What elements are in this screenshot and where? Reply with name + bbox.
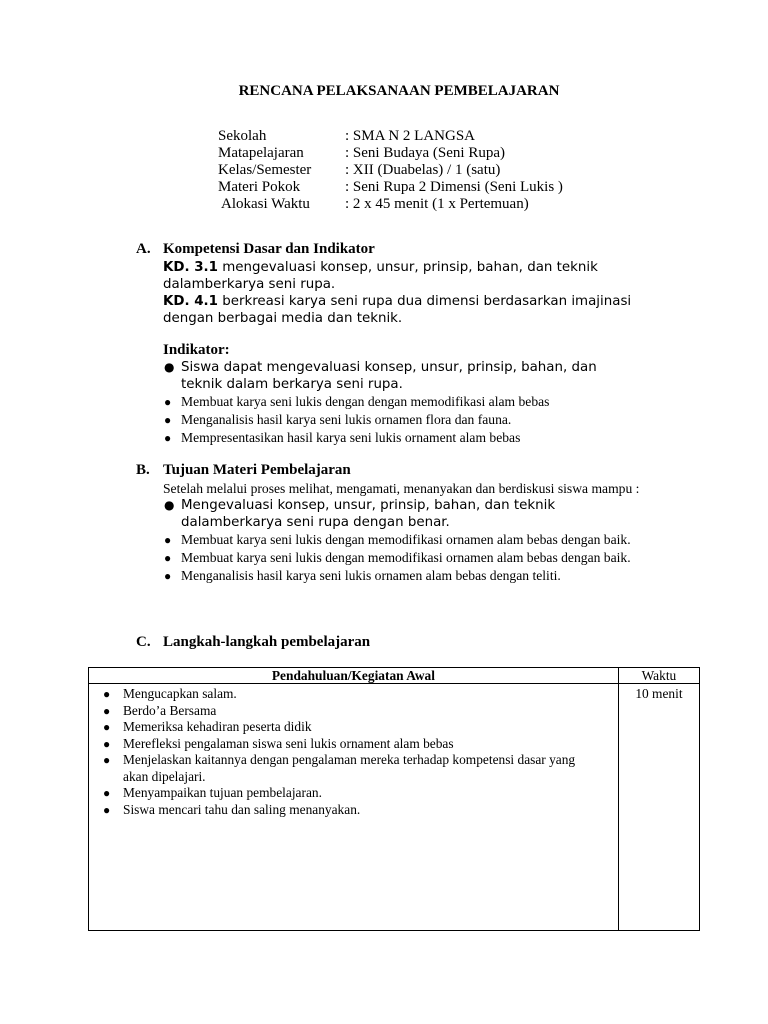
list-item-text: Mengevaluasi konsep, unsur, prinsip, bahan, dan teknik dalamberkarya seni rupa dengan benar. [181, 498, 556, 530]
list-item-text: Membuat karya seni lukis dengan dengan memodifikasi alam bebas [181, 394, 550, 409]
kd-code: KD. 4.1 [163, 294, 218, 309]
identity-label: Kelas/Semester [218, 162, 312, 178]
bullet-icon: ● [164, 431, 172, 445]
list-item-text: Siswa mencari tahu dan saling menanyakan. [123, 801, 361, 817]
section-b-heading [136, 462, 351, 479]
list-item-text: Membuat karya seni lukis dengan memodifikasi ornamen alam bebas dengan baik. [181, 532, 631, 547]
table-header-time: Waktu [618, 668, 699, 684]
kd-3-1 [163, 259, 673, 293]
bullet-icon: ● [164, 360, 175, 374]
identity-row-school [218, 128, 563, 145]
identity-row-time [218, 196, 563, 213]
section-title: Langkah-langkah pembelajaran [163, 634, 371, 650]
list-item [163, 411, 708, 429]
list-item-text: Membuat karya seni lukis dengan memodifikasi ornamen alam bebas dengan baik. [181, 550, 631, 565]
list-item-text: Memeriksa kehadiran peserta didik [123, 719, 312, 734]
list-item [89, 736, 618, 753]
identity-label: Matapelajaran [218, 145, 304, 161]
table-row [89, 684, 700, 931]
section-a-heading [136, 241, 375, 258]
bullet-icon: ● [103, 753, 111, 767]
bullet-icon: ● [164, 533, 172, 547]
section-title: Tujuan Materi Pembelajaran [163, 462, 351, 478]
identity-value: : XII (Duabelas) / 1 (satu) [345, 162, 501, 178]
section-letter: A. [136, 241, 151, 257]
kd-code: KD. 3.1 [163, 260, 218, 275]
kd-text: berkreasi karya seni rupa dua dimensi berdasarkan imajinasi dengan berbagai media dan teknik. [163, 294, 632, 326]
tujuan-intro: Setelah melalui proses melihat, mengamati, menanyakan dan berdiskusi siswa mampu : [163, 481, 640, 496]
list-item [163, 567, 708, 585]
section-c-heading [136, 634, 370, 651]
list-item-text: Menjelaskan kaitannya dengan pengalaman mereka terhadap kompetensi dasar yang akan dipelajari. [123, 752, 576, 784]
list-item-text: Menganalisis hasil karya seni lukis ornamen alam bebas dengan teliti. [181, 568, 561, 583]
list-item-text: Berdo’a Bersama [123, 702, 217, 718]
identity-row-subject [218, 145, 563, 162]
list-item [163, 497, 621, 531]
section-title: Kompetensi Dasar dan Indikator [163, 241, 375, 257]
list-item [89, 752, 618, 785]
identity-label: Materi Pokok [218, 179, 301, 195]
tujuan-block [163, 480, 708, 585]
bullet-icon: ● [164, 395, 172, 409]
identity-row-topic [218, 179, 563, 196]
bullet-icon: ● [103, 720, 111, 734]
indikator-label: Indikator: [163, 342, 230, 358]
identity-value: : Seni Rupa 2 Dimensi (Seni Lukis ) [345, 179, 563, 195]
identity-value: : Seni Budaya (Seni Rupa) [345, 145, 505, 161]
list-item [163, 393, 708, 411]
table-header-activity: Pendahuluan/Kegiatan Awal [89, 668, 619, 684]
indikator-block [163, 342, 708, 447]
list-item [163, 531, 708, 549]
list-item [89, 686, 618, 703]
activity-cell [89, 684, 619, 931]
bullet-icon: ● [103, 786, 111, 800]
bullet-icon: ● [164, 569, 172, 583]
time-value: 10 menit [635, 686, 683, 701]
list-item-text: Mempresentasikan hasil karya seni lukis ornament alam bebas [181, 430, 521, 445]
kd-4-1 [163, 293, 673, 327]
list-item-text: Menyampaikan tujuan pembelajaran. [123, 785, 322, 800]
bullet-icon: ● [164, 551, 172, 565]
list-item-text: Merefleksi pengalaman siswa seni lukis ornament alam bebas [123, 735, 454, 751]
identity-value: : 2 x 45 menit (1 x Pertemuan) [345, 196, 529, 212]
list-item [89, 785, 618, 802]
list-item [89, 703, 618, 720]
list-item [89, 802, 618, 819]
page-title: RENCANA PELAKSANAAN PEMBELAJARAN [238, 83, 560, 99]
section-letter: B. [136, 462, 150, 478]
steps-table [88, 667, 700, 931]
identity-label: Sekolah [218, 128, 267, 144]
bullet-icon: ● [164, 498, 175, 512]
list-item [163, 429, 708, 447]
bullet-icon: ● [103, 802, 111, 817]
bullet-icon: ● [103, 736, 111, 751]
identity-block [218, 128, 563, 213]
kd-block [163, 259, 673, 327]
identity-label: Alokasi Waktu [221, 196, 310, 212]
list-item-text: Menganalisis hasil karya seni lukis ornamen flora dan fauna. [181, 412, 512, 427]
identity-row-class [218, 162, 563, 179]
list-item-text: Mengucapkan salam. [123, 686, 237, 701]
bullet-icon: ● [103, 687, 111, 701]
list-item [163, 359, 636, 393]
identity-value: : SMA N 2 LANGSA [345, 128, 476, 144]
list-item [163, 549, 708, 567]
bullet-icon: ● [164, 413, 172, 427]
time-cell [618, 684, 699, 931]
section-letter: C. [136, 634, 151, 650]
table-header-row [89, 668, 700, 684]
kd-text: mengevaluasi konsep, unsur, prinsip, bahan, dan teknik dalamberkarya seni rupa. [163, 260, 598, 292]
list-item [89, 719, 618, 736]
bullet-icon: ● [103, 703, 111, 718]
list-item-text: Siswa dapat mengevaluasi konsep, unsur, prinsip, bahan, dan teknik dalam berkarya seni rupa. [181, 360, 597, 392]
